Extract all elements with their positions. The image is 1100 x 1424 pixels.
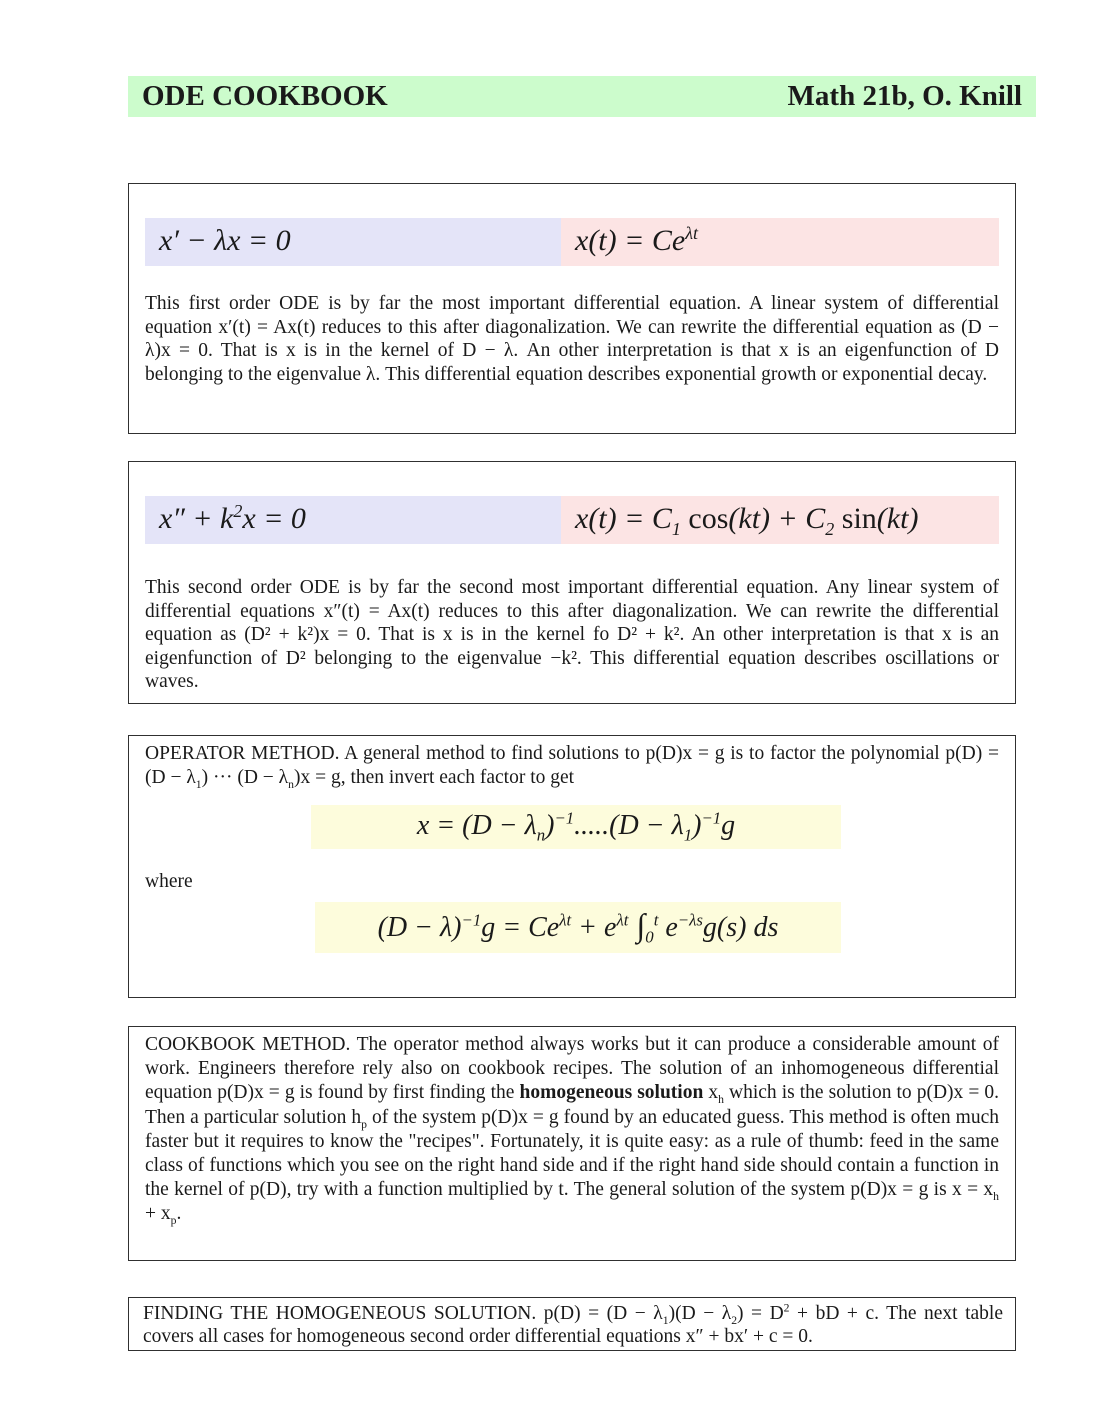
solution-highlight: $x(t) = Ce^{\lambda t}$ <box>561 218 999 266</box>
equation-row <box>145 496 1015 544</box>
equation-row <box>145 218 1015 266</box>
section-first-order-ode <box>128 183 1016 434</box>
course-label: Math 21b, O. Knill <box>787 80 1022 112</box>
section-body: This second order ODE is by far the second most important differential equation. Any linear system of differential equations x″(t) = Ax(t) reduces to this after diagonalization. We can rewrite the differential equation as (D² + k²)x = 0. That is x is in the kernel fo D² + k². An other interpretation is that x is an eigenfunction of D² belonging to the eigenvalue −k². This differential equation describes oscillations or waves. <box>145 577 999 693</box>
equation-highlight: $x'' + k^2x = 0$ <box>145 496 561 544</box>
operator-method-intro: OPERATOR METHOD. A general method to find solutions to p(D)x = g is to factor the polynomial $p(D) = (D - \lambda_1)$ ··· $(D - \lambda_n)x = g$, then invert each factor to get <box>145 743 999 791</box>
operator-inverse-formula: $(D - \lambda)^{-1}g = Ce^{\lambda t} + e^{\lambda t}$ $\int_0^t$ $e^{-\lambda s}g(s)$ ds <box>315 902 841 953</box>
section-second-order-ode <box>128 461 1016 704</box>
header-bar <box>128 76 1036 117</box>
section-body: FINDING THE HOMOGENEOUS SOLUTION. $p(D) = (D - \lambda_1)(D - \lambda_2) = D^2$ + bD + c. The next table covers all cases for homogeneous second order differential equations x″ + bx′ + c = 0. <box>143 1301 1004 1347</box>
where-label: where <box>145 871 193 893</box>
section-operator-method <box>128 735 1016 998</box>
section-body: This first order ODE is by far the most important differential equation. A linear system of differential equation x′(t) = Ax(t) reduces to this after diagonalization. We can rewrite the differential equation as (D − λ)x = 0. That is x is in the kernel of D − λ. An other interpretation is that x is an eigenfunction of D belonging to the eigenvalue λ. This differential equation describes exponential growth or exponential decay. <box>145 293 999 385</box>
page-title: ODE COOKBOOK <box>142 80 388 112</box>
operator-main-formula: $x = (D - \lambda_n)^{-1}.....(D - \lambda_1)^{-1}g$ <box>311 805 841 849</box>
section-cookbook-method <box>128 1026 1016 1261</box>
section-body: COOKBOOK METHOD. The operator method always works but it can produce a considerable amount of work. Engineers therefore rely also on cookbook recipes. The solution of an inhomogeneous differential equation p(D)x = g is found by first finding the homogeneous solution $x_h$ which is the solution to p(D)x = 0. Then a particular solution $h_p$ of the system p(D)x = g found by an educated guess. This method is often much faster but it requires to know the "recipes". Fortunately, it is quite easy: as a rule of thumb: feed in the same class of functions which you see on the right hand side and if the right hand side should contain a function in the kernel of p(D), try with a function multiplied by t. The general solution of the system p(D)x = g is $x = x_h + x_p$. <box>145 1034 1000 1228</box>
equation-highlight: x′ − λx = 0 <box>145 218 561 266</box>
solution-highlight: $x(t) = C_1$ $\cos(kt) + C_2$ sin(kt) <box>561 496 999 544</box>
section-finding-homogeneous-solution <box>128 1297 1016 1351</box>
